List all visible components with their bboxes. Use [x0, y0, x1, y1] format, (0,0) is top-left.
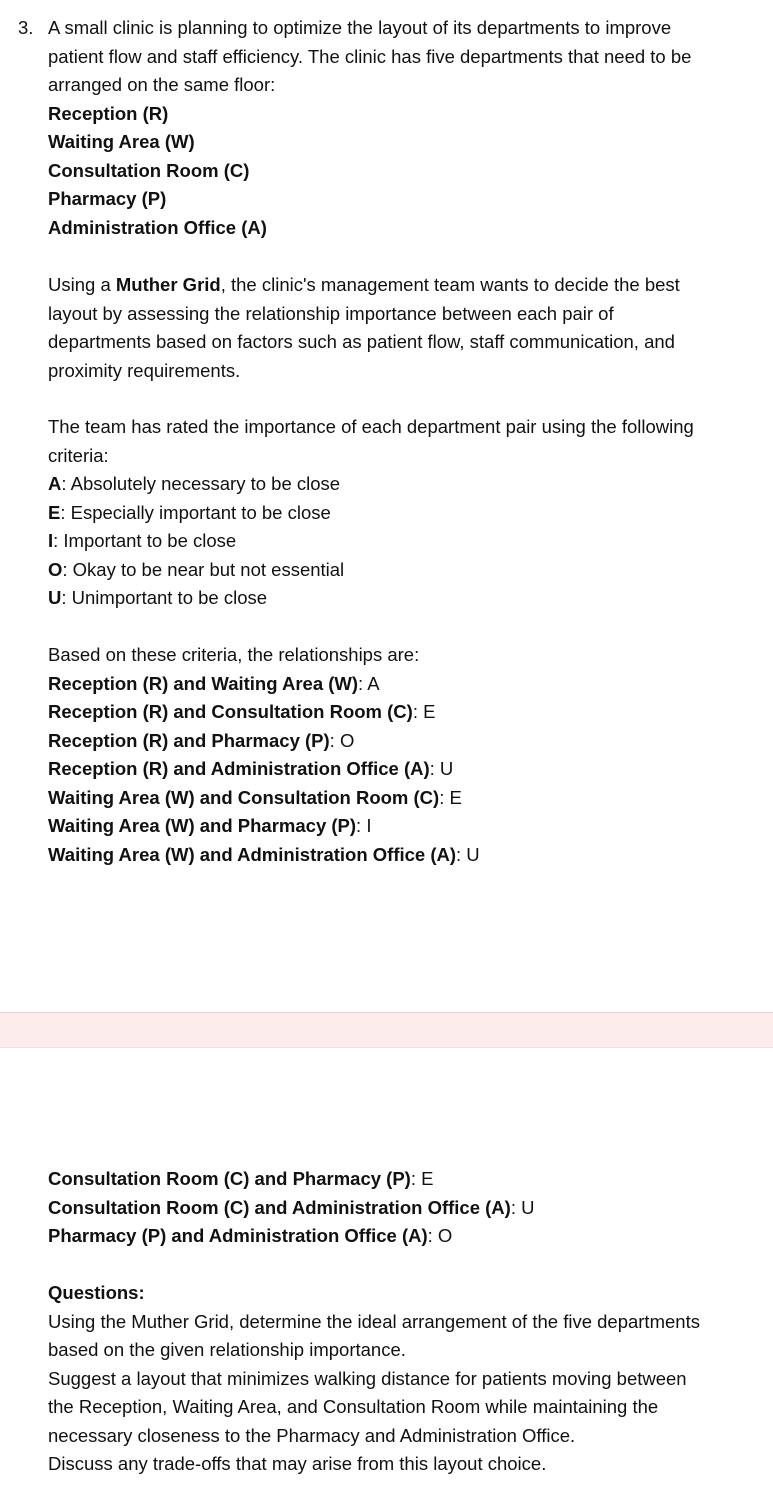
criteria-desc: : Especially important to be close	[60, 501, 331, 523]
muther-line: layout by assessing the relationship importance between each pair of	[48, 302, 614, 324]
muther-text: Using a	[48, 274, 116, 295]
relationship-rating: : E	[410, 1168, 434, 1189]
relationship-item	[48, 670, 758, 699]
question-line: Using the Muther Grid, determine the ideal arrangement of the five departments	[48, 1310, 700, 1332]
muther-line: departments based on factors such as patient flow, staff communication, and	[48, 331, 675, 352]
relationship-pair: Waiting Area (W) and Consultation Room (C)	[48, 786, 440, 808]
criteria-section	[48, 413, 758, 613]
relationship-rating: : I	[356, 815, 372, 836]
criteria-code: O	[48, 558, 63, 580]
relationship-rating: : O	[427, 1225, 453, 1246]
criteria-item	[48, 556, 758, 585]
muther-line	[48, 271, 758, 300]
relationship-item	[48, 841, 758, 870]
question-line: necessary closeness to the Pharmacy and Administration Office.	[48, 1424, 576, 1446]
criteria-desc: : Important to be close	[53, 530, 237, 551]
relationships-continued	[48, 1165, 758, 1251]
questions-section	[48, 1279, 758, 1479]
page-break	[0, 1012, 773, 1048]
criteria-intro-line: criteria:	[48, 444, 109, 466]
intro-line: patient flow and staff efficiency. The clinic has five departments that need to be	[48, 45, 692, 67]
relationships-intro: Based on these criteria, the relationships are:	[48, 644, 420, 665]
relationship-pair: Reception (R) and Waiting Area (W)	[48, 672, 359, 694]
muther-text: , the clinic's management team wants to decide the best	[220, 274, 680, 295]
criteria-code: U	[48, 587, 62, 608]
relationship-rating: : A	[358, 672, 380, 694]
criteria-desc: : Absolutely necessary to be close	[61, 473, 341, 494]
criteria-item	[48, 527, 758, 556]
department-item: Consultation Room (C)	[48, 159, 250, 181]
muther-line: proximity requirements.	[48, 359, 241, 381]
relationship-pair: Reception (R) and Administration Office (A)	[48, 758, 430, 779]
criteria-desc: : Unimportant to be close	[61, 587, 268, 608]
department-item: Waiting Area (W)	[48, 131, 195, 152]
criteria-item	[48, 470, 758, 499]
relationship-pair: Pharmacy (P) and Administration Office (A)	[48, 1225, 428, 1246]
question-intro	[48, 14, 758, 242]
criteria-desc: : Okay to be near but not essential	[62, 558, 345, 580]
department-item: Administration Office (A)	[48, 216, 267, 238]
question-line: Discuss any trade-offs that may arise from this layout choice.	[48, 1453, 547, 1474]
criteria-item	[48, 584, 758, 613]
relationship-rating: : U	[510, 1196, 535, 1218]
relationship-item	[48, 698, 758, 727]
question-line: the Reception, Waiting Area, and Consultation Room while maintaining the	[48, 1396, 659, 1417]
relationship-item	[48, 727, 758, 756]
criteria-code: I	[48, 530, 54, 551]
relationship-pair: Consultation Room (C) and Administration Office (A)	[48, 1196, 511, 1218]
intro-line: A small clinic is planning to optimize the layout of its departments to improve	[48, 17, 672, 38]
criteria-item	[48, 499, 758, 528]
relationship-pair: Reception (R) and Pharmacy (P)	[48, 729, 330, 751]
criteria-intro-line: The team has rated the importance of each department pair using the following	[48, 416, 694, 437]
muther-grid-paragraph	[48, 271, 758, 385]
relationship-item	[48, 784, 758, 813]
relationship-item	[48, 812, 758, 841]
question-line: based on the given relationship importance.	[48, 1339, 406, 1360]
question-line: Suggest a layout that minimizes walking distance for patients moving between	[48, 1367, 687, 1389]
relationship-item	[48, 1165, 758, 1194]
relationship-pair: Consultation Room (C) and Pharmacy (P)	[48, 1168, 411, 1189]
relationship-pair: Waiting Area (W) and Administration Office (A)	[48, 843, 457, 865]
criteria-code: E	[48, 501, 61, 523]
relationship-item	[48, 1194, 758, 1223]
relationship-rating: : E	[439, 786, 462, 808]
muther-grid-term: Muther Grid	[115, 274, 221, 295]
department-item: Reception (R)	[48, 102, 169, 124]
relationship-item	[48, 755, 758, 784]
criteria-code: A	[48, 473, 62, 494]
question-number: 3.	[18, 17, 34, 38]
relationship-rating: : O	[329, 729, 355, 751]
relationship-rating: : U	[456, 843, 480, 865]
questions-heading: Questions:	[48, 1282, 145, 1303]
relationships-section	[48, 641, 758, 869]
relationship-pair: Reception (R) and Consultation Room (C)	[48, 701, 413, 722]
department-item: Pharmacy (P)	[48, 188, 167, 209]
intro-line: arranged on the same floor:	[48, 74, 276, 95]
relationship-rating: : E	[412, 701, 436, 722]
relationship-item	[48, 1222, 758, 1251]
relationship-rating: : U	[429, 758, 454, 779]
relationship-pair: Waiting Area (W) and Pharmacy (P)	[48, 815, 357, 836]
